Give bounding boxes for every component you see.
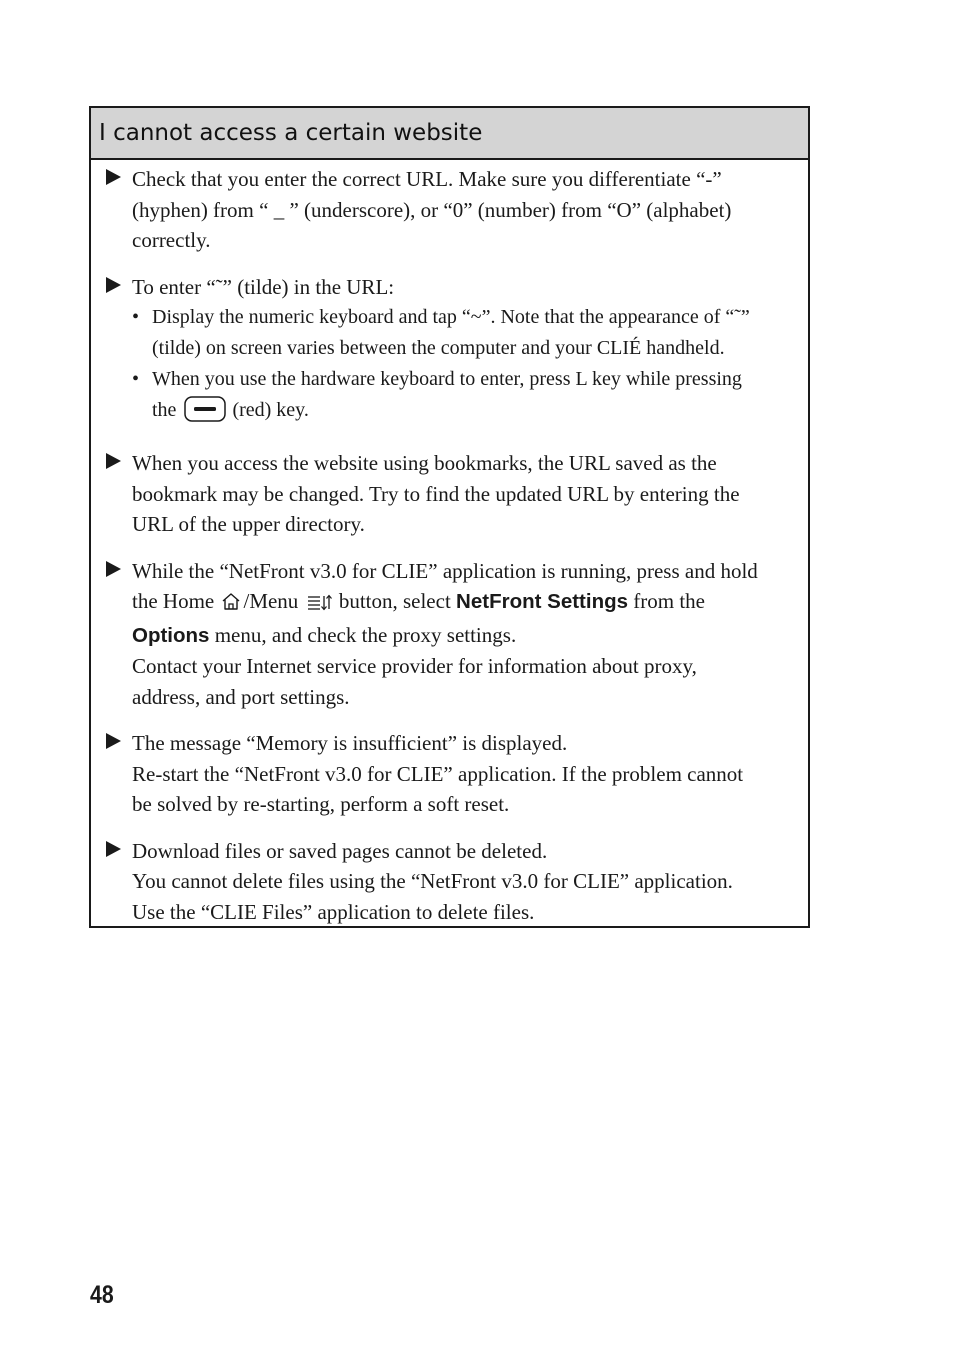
sub-item-line: (tilde) on screen varies between the computer and your CLIÉ handheld. xyxy=(152,337,725,359)
options-menu-label: Options xyxy=(132,623,210,647)
item-text-line: bookmark may be changed. Try to find the updated URL by entering the xyxy=(132,481,740,506)
item-text-line: URL of the upper directory. xyxy=(132,512,365,536)
item-text-line: Download files or saved pages cannot be deleted. xyxy=(132,838,548,863)
item-text-line: To enter “˜” (tilde) in the URL: xyxy=(132,274,395,299)
item-text: button, select xyxy=(338,589,451,613)
right-triangle-icon xyxy=(106,728,121,759)
sub-item-line: Display the numeric keyboard and tap “~”. Note that the appearance of “˜” xyxy=(152,306,750,328)
list-item xyxy=(106,448,800,540)
right-triangle-icon xyxy=(106,836,121,867)
list-item xyxy=(106,272,800,433)
item-text: /Menu xyxy=(243,589,299,613)
sub-item-line xyxy=(152,395,800,432)
item-text-line xyxy=(132,620,800,652)
sub-item xyxy=(132,302,800,364)
list-item xyxy=(106,836,800,928)
netfront-settings-label: NetFront Settings xyxy=(456,590,629,613)
section-title: I cannot access a certain website xyxy=(99,120,483,146)
item-text-line: correctly. xyxy=(132,228,211,252)
right-triangle-icon xyxy=(106,164,121,195)
item-text-line: While the “NetFront v3.0 for CLIE” application is running, press and hold xyxy=(132,558,758,583)
list-item xyxy=(106,728,800,820)
sub-item-line: When you use the hardware keyboard to enter, press L key while pressing xyxy=(152,368,742,390)
page-number: 48 xyxy=(90,1281,114,1309)
item-text: menu, and check the proxy settings. xyxy=(214,622,517,647)
item-text-line: The message “Memory is insufficient” is displayed. xyxy=(132,731,568,755)
item-text-line: When you access the website using bookmarks, the URL saved as the xyxy=(132,451,717,475)
item-text-line: Re-start the “NetFront v3.0 for CLIE” application. If the problem cannot xyxy=(132,761,744,786)
item-text-line: (hyphen) from “ _ ” (underscore), or “0” (number) from “O” (alphabet) xyxy=(132,197,732,222)
item-text: the Home xyxy=(132,589,215,613)
section-header xyxy=(91,108,808,160)
sub-item-text: (red) key. xyxy=(232,399,309,421)
right-triangle-icon xyxy=(106,556,121,587)
right-triangle-icon xyxy=(106,272,121,303)
right-triangle-icon xyxy=(106,448,121,479)
sub-item xyxy=(132,364,800,432)
item-text: from the xyxy=(633,589,705,613)
bullet-glyph: • xyxy=(132,368,140,390)
sub-item-text: the xyxy=(152,399,177,421)
item-text-line xyxy=(132,586,800,620)
home-icon xyxy=(221,589,241,620)
item-text-line: be solved by re-starting, perform a soft reset. xyxy=(132,792,510,816)
item-text-line: You cannot delete files using the “NetFront v3.0 for CLIE” application. xyxy=(132,869,733,893)
item-text-line: address, and port settings. xyxy=(132,684,350,709)
item-text-line: Use the “CLIE Files” application to delete files. xyxy=(132,899,535,924)
bullet-glyph: • xyxy=(132,306,140,328)
troubleshooting-box xyxy=(89,106,810,928)
troubleshooting-list xyxy=(106,164,800,943)
list-item xyxy=(106,556,800,713)
red-key-icon xyxy=(184,396,226,432)
item-text-line: Contact your Internet service provider for information about proxy, xyxy=(132,654,697,678)
list-item xyxy=(106,164,800,256)
menu-icon xyxy=(306,589,332,620)
item-text-line: Check that you enter the correct URL. Make sure you differentiate “-” xyxy=(132,167,722,191)
